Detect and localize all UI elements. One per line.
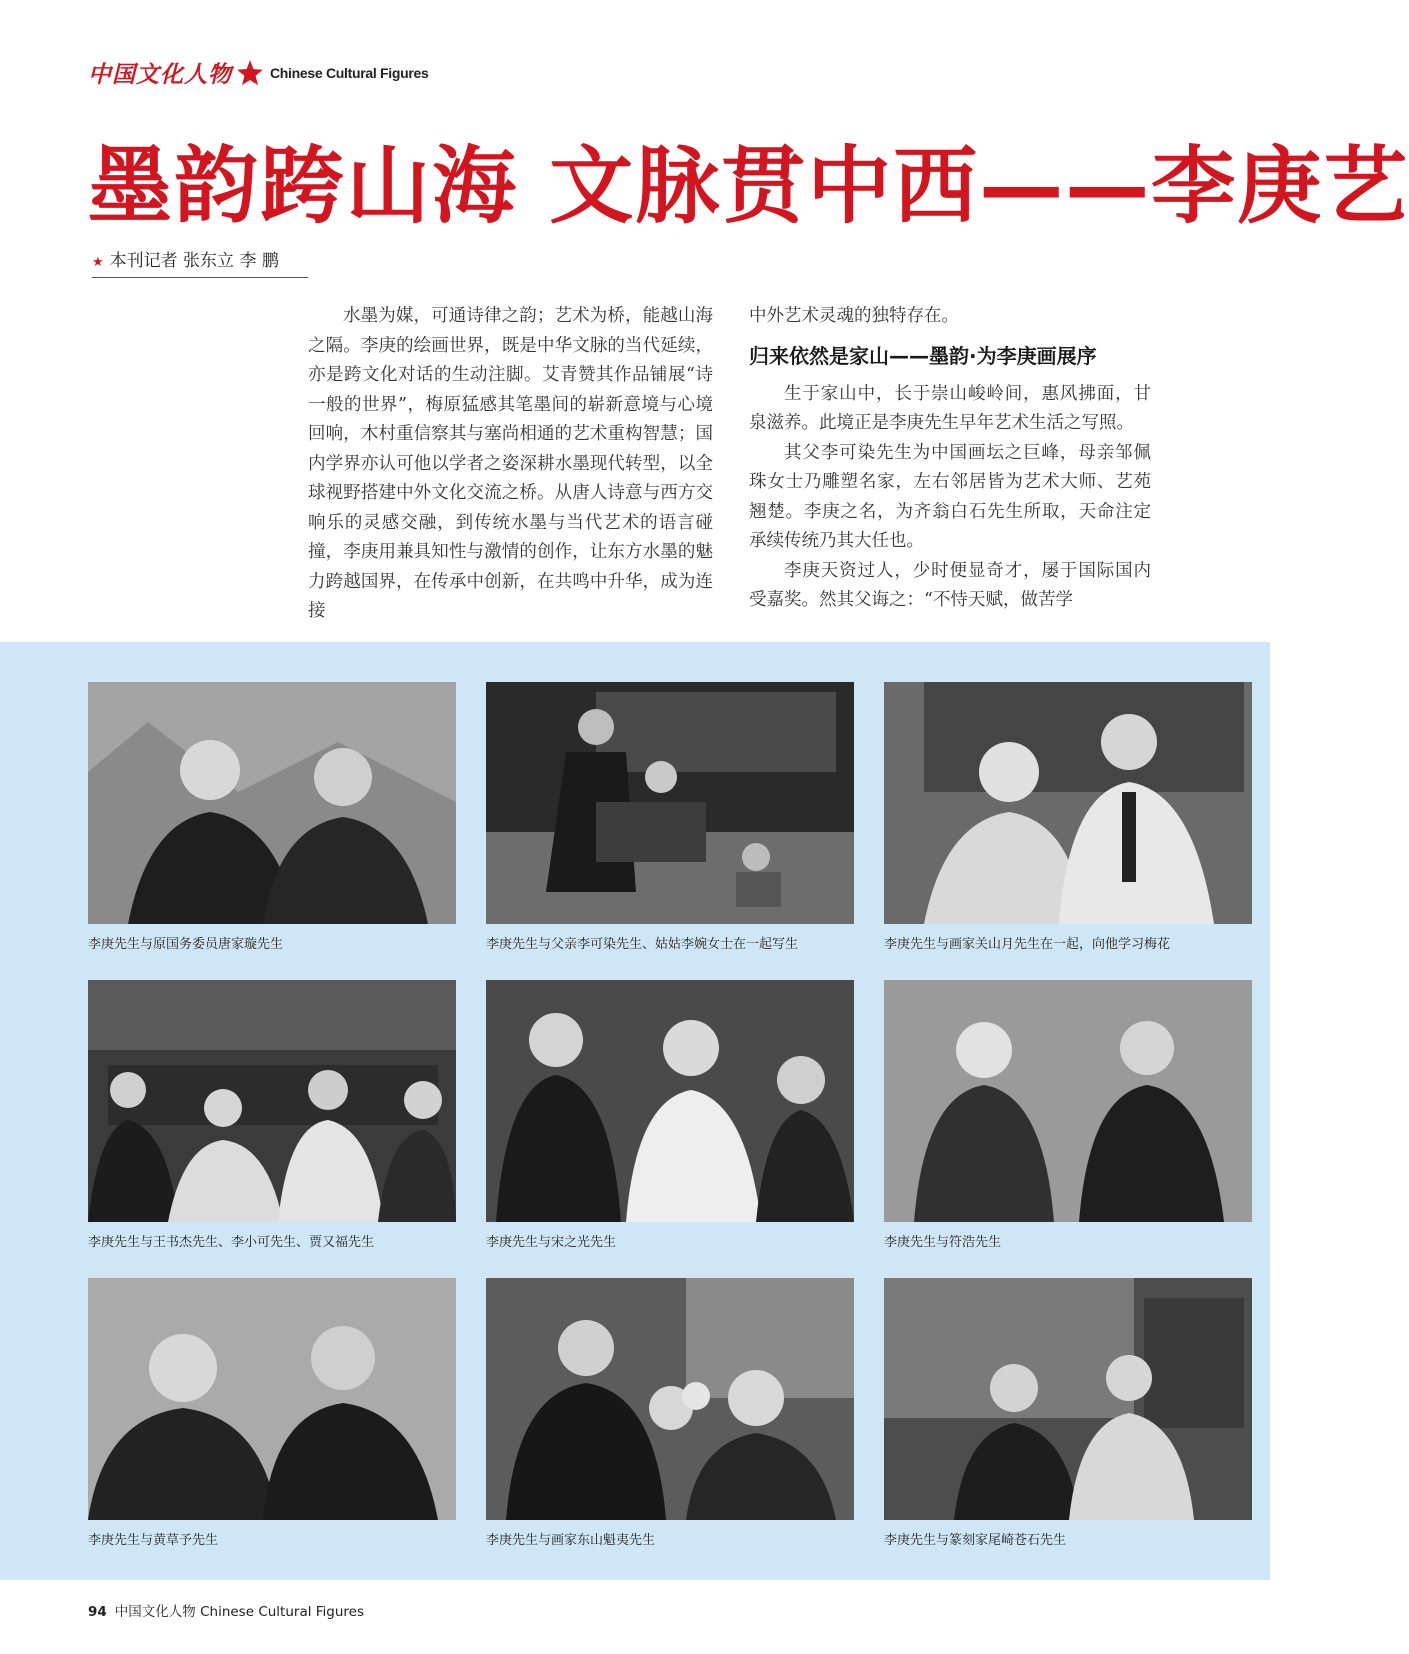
photo-image	[884, 682, 1252, 924]
photo-card	[88, 980, 456, 1250]
section-heading: 归来依然是家山——墨韵·为李庚画展序	[749, 343, 1097, 368]
photo-image	[88, 682, 456, 924]
photo-caption: 李庚先生与黄草予先生	[88, 1533, 219, 1548]
photo-caption: 李庚先生与画家关山月先生在一起，向他学习梅花	[884, 937, 1171, 952]
photo-image	[486, 1278, 854, 1520]
photo-image	[88, 980, 456, 1222]
photo-image	[884, 980, 1252, 1222]
photo-caption: 李庚先生与符浩先生	[884, 1235, 1002, 1250]
footer-label: 中国文化人物 Chinese Cultural Figures	[114, 1604, 365, 1620]
photo-card	[486, 682, 854, 952]
photo-caption: 李庚先生与宋之光先生	[486, 1235, 617, 1250]
photo-card	[884, 682, 1252, 952]
photo-caption: 李庚先生与父亲李可染先生、姑姑李婉女士在一起写生	[486, 937, 799, 952]
photo-image	[486, 980, 854, 1222]
photo-card	[884, 980, 1252, 1250]
page-number: 94	[88, 1604, 107, 1620]
article-column-left	[308, 302, 713, 622]
article-column-right	[749, 302, 1151, 624]
body-paragraph: 李庚天资过人，少时便显奇才，屡于国际国内受嘉奖。然其父诲之：“不恃天赋，做苦学	[749, 560, 1151, 610]
photo-image	[88, 1278, 456, 1520]
photo-card	[486, 980, 854, 1250]
star-icon	[236, 59, 264, 87]
photo-card	[486, 1278, 854, 1548]
body-paragraph: 生于家山中，长于崇山峻岭间，惠风拂面，甘泉滋养。此境正是李庚先生早年艺术生活之写照。	[749, 383, 1151, 433]
byline	[92, 246, 308, 278]
photo-caption: 李庚先生与王书杰先生、李小可先生、贾又福先生	[88, 1235, 375, 1250]
small-star-icon: ★	[92, 255, 104, 270]
byline-text: 本刊记者 张东立 李 鹏	[109, 251, 279, 271]
photo-image	[884, 1278, 1252, 1520]
photo-caption: 李庚先生与篆刻家尾崎苍石先生	[884, 1533, 1067, 1548]
brand-name-cn: 中国文化人物	[88, 61, 232, 88]
page-header	[88, 56, 429, 89]
page-footer	[88, 1600, 364, 1620]
intro-paragraph: 水墨为媒，可通诗律之韵；艺术为桥，能越山海之隔。李庚的绘画世界，既是中华文脉的当代延续，亦是跨文化对话的生动注脚。艾青赞其作品铺展“诗一般的世界”，梅原猛感其笔墨间的崭新意境与心境回响，木村重信察其与塞尚相通的艺术重构智慧；国内学界亦认可他以学者之姿深耕水墨现代转型，以全球视野搭建中外文化交流之桥。从唐人诗意与西方交响乐的灵感交融，到传统水墨与当代艺术的语言碰撞，李庚用兼具知性与激情的创作，让东方水墨的魅力跨越国界，在传承中创新，在共鸣中升华，成为连接	[308, 306, 713, 621]
photo-card	[88, 1278, 456, 1548]
photo-caption: 李庚先生与原国务委员唐家璇先生	[88, 937, 284, 952]
brand-name-en: Chinese Cultural Figures	[270, 64, 429, 81]
photo-caption: 李庚先生与画家东山魁夷先生	[486, 1533, 656, 1548]
photo-card	[884, 1278, 1252, 1548]
body-paragraph: 其父李可染先生为中国画坛之巨峰，母亲邹佩珠女士乃雕塑名家，左右邻居皆为艺术大师、艺苑翘楚。李庚之名，为齐翁白石先生所取，天命注定承续传统乃其大任也。	[749, 442, 1151, 551]
article-title: 墨韵跨山海 文脉贯中西——李庚艺	[88, 137, 1409, 235]
photo-card	[88, 682, 456, 952]
photo-gallery	[0, 642, 1270, 1580]
photo-image	[486, 682, 854, 924]
intro-continuation: 中外艺术灵魂的独特存在。	[749, 306, 959, 326]
